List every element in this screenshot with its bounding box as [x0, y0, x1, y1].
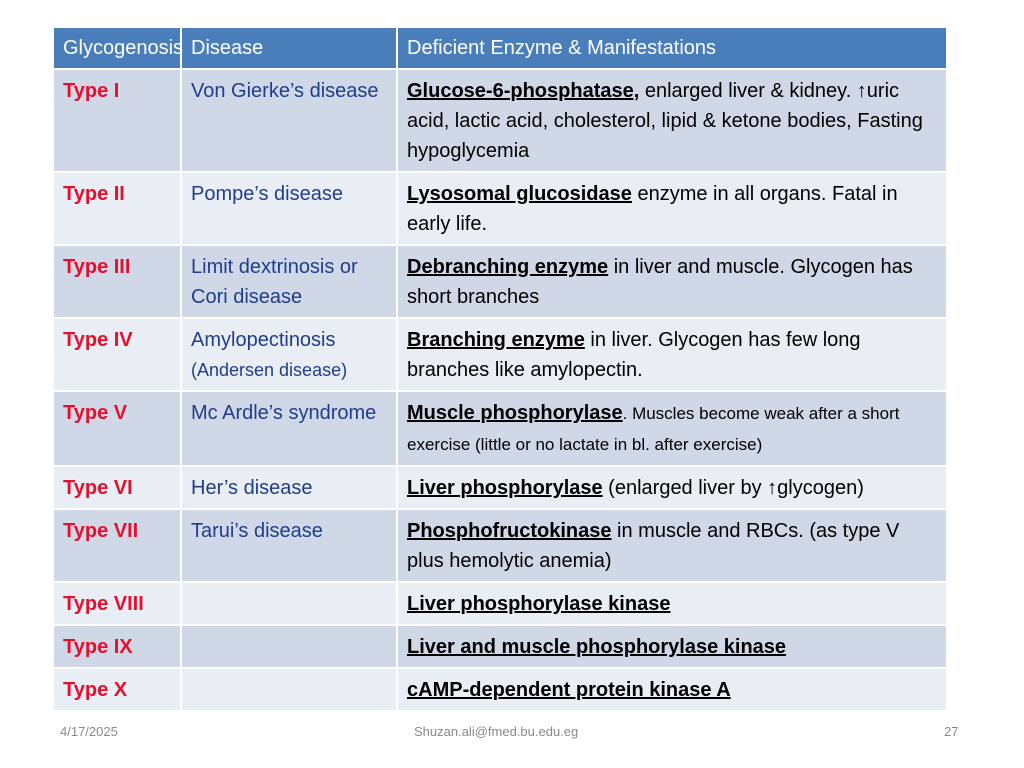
footer-date: 4/17/2025 [60, 724, 118, 739]
enzyme-manifestations: in liver. Glycogen has few long branches like amylopectin. [407, 329, 861, 381]
header-enzyme: Deficient Enzyme & Manifestations [397, 27, 947, 69]
enzyme-manifestations: enlarged liver & kidney. ↑uric acid, lactic acid, cholesterol, lipid & ketone bodies, Fasting hypoglycemia [407, 80, 923, 162]
page-number: 27 [944, 724, 959, 739]
enzyme-name: Lysosomal glucosidase [407, 183, 632, 205]
disease-cell [181, 69, 397, 172]
table-row [53, 466, 947, 509]
disease-cell [181, 172, 397, 245]
disease-name: Von Gierke’s disease [191, 80, 379, 102]
disease-cell [181, 318, 397, 391]
disease-name: Her’s disease [191, 477, 313, 499]
enzyme-name: Glucose-6-phosphatase, [407, 80, 640, 102]
disease-cell [181, 509, 397, 582]
enzyme-cell [397, 509, 947, 582]
footer-email: Shuzan.ali@fmed.bu.edu.eg [414, 724, 579, 739]
type-cell: Type IV [53, 318, 181, 391]
disease-name: Pompe’s disease [191, 183, 343, 205]
disease-cell [181, 582, 397, 625]
table-row [53, 509, 947, 582]
table-row [53, 69, 947, 172]
table-row [53, 245, 947, 318]
enzyme-name: Branching enzyme [407, 329, 585, 351]
enzyme-manifestations: . Muscles become weak after a short exercise (little or no lactate in bl. after exercise) [407, 404, 900, 454]
enzyme-manifestations: in liver and muscle. Glycogen has short branches [407, 256, 913, 308]
enzyme-manifestations: in muscle and RBCs. (as type V plus hemolytic anemia) [407, 520, 900, 572]
disease-name: Amylopectinosis [191, 329, 336, 351]
disease-name: Mc Ardle’s syndrome [191, 402, 377, 424]
glycogenosis-table [52, 26, 948, 712]
enzyme-manifestations: (enlarged liver by ↑glycogen) [602, 477, 864, 499]
type-cell: Type X [53, 668, 181, 711]
type-cell: Type I [53, 69, 181, 172]
type-cell: Type VIII [53, 582, 181, 625]
enzyme-cell [397, 625, 947, 668]
enzyme-cell [397, 245, 947, 318]
enzyme-cell [397, 391, 947, 466]
disease-cell [181, 245, 397, 318]
enzyme-name: Liver and muscle phosphorylase kinase [407, 636, 787, 658]
enzyme-name: Liver phosphorylase [407, 477, 603, 499]
table-row [53, 625, 947, 668]
type-cell: Type VII [53, 509, 181, 582]
type-cell: Type IX [53, 625, 181, 668]
enzyme-cell [397, 69, 947, 172]
disease-cell [181, 668, 397, 711]
enzyme-name: cAMP-dependent protein kinase A [407, 679, 731, 701]
enzyme-cell [397, 318, 947, 391]
enzyme-cell [397, 582, 947, 625]
header-disease: Disease [181, 27, 397, 69]
enzyme-cell [397, 668, 947, 711]
disease-cell [181, 466, 397, 509]
table-row [53, 582, 947, 625]
table-row [53, 318, 947, 391]
disease-name: Limit dextrinosis or Cori disease [191, 256, 358, 308]
type-cell: Type II [53, 172, 181, 245]
enzyme-manifestations: enzyme in all organs. Fatal in early life. [407, 183, 898, 235]
enzyme-name: Phosphofructokinase [407, 520, 612, 542]
enzyme-name: Debranching enzyme [407, 256, 609, 278]
type-cell: Type III [53, 245, 181, 318]
table-row [53, 391, 947, 466]
enzyme-name: Liver phosphorylase kinase [407, 593, 671, 615]
disease-cell [181, 625, 397, 668]
enzyme-name: Muscle phosphorylase [407, 402, 623, 424]
disease-alt-name: (Andersen disease) [191, 360, 348, 380]
type-cell: Type VI [53, 466, 181, 509]
disease-cell [181, 391, 397, 466]
table-row [53, 172, 947, 245]
enzyme-cell [397, 172, 947, 245]
table-row [53, 668, 947, 711]
header-glycogenosis: Glycogenosis [53, 27, 181, 69]
enzyme-cell [397, 466, 947, 509]
disease-name: Tarui’s disease [191, 520, 323, 542]
table-header-row [53, 27, 947, 69]
type-cell: Type V [53, 391, 181, 466]
